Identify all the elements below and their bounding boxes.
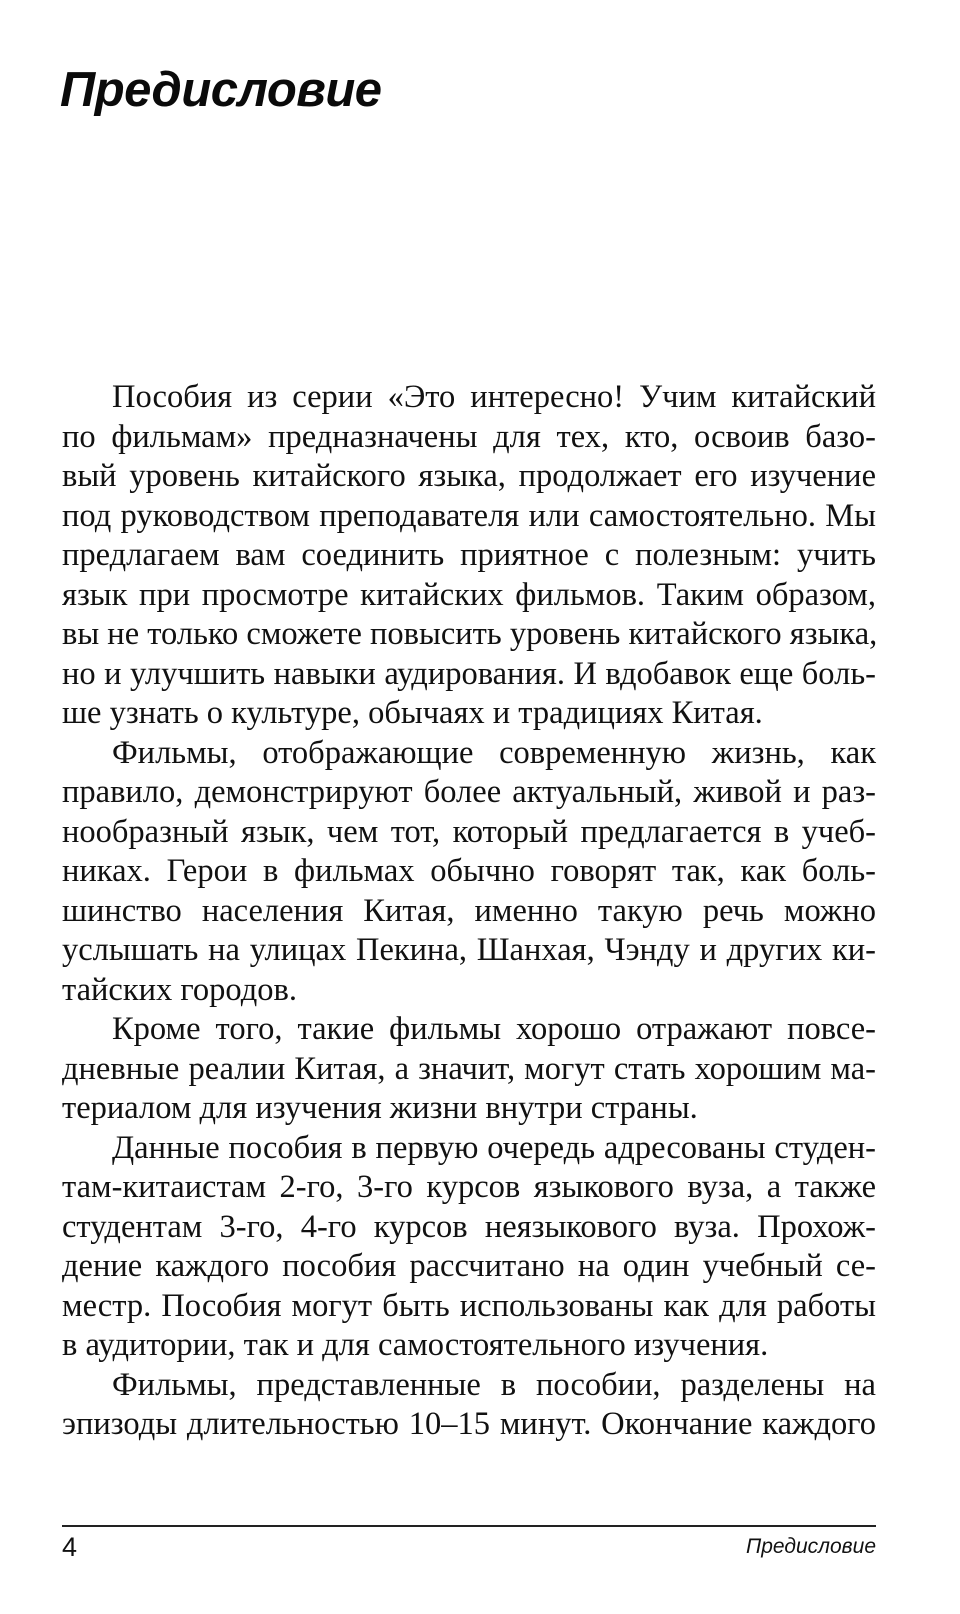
page-number: 4 (62, 1532, 78, 1562)
text-line: Фильмы, представленные в пособии, разделены на (112, 1366, 876, 1403)
text-line: дение каждого пособия рассчитано на один учебный се- (62, 1248, 876, 1284)
text-line: по фильмам» предназначены для тех, кто, освоив базо- (62, 418, 876, 455)
text-line: но и улучшить навыки аудирования. И вдобавок еще боль- (62, 655, 876, 692)
text-line: в аудитории, так и для самостоятельного изучения. (62, 1327, 769, 1363)
body-text (62, 378, 876, 1445)
text-line: шинство населения Китая, именно такую речь можно (62, 892, 876, 929)
text-line: студентам 3-го, 4-го курсов неязыкового вуза. Прохож- (62, 1208, 876, 1245)
paragraph (62, 1366, 876, 1445)
text-line: под руководством преподавателя или самостоятельно. Мы (62, 497, 876, 534)
text-line: предлагаем вам соединить приятное с полезным: учить (62, 537, 876, 573)
paragraph (62, 1010, 876, 1129)
text-line: Данные пособия в первую очередь адресованы студен- (112, 1129, 876, 1166)
text-line: эпизоды длительностью 10–15 минут. Окончание каждого (62, 1406, 876, 1442)
text-line: никах. Герои в фильмах обычно говорят так, как боль- (62, 853, 876, 889)
text-line: Фильмы, отображающие современную жизнь, как (112, 734, 876, 771)
text-line: правило, демонстрируют более актуальный, живой и раз- (62, 774, 876, 810)
text-line: тайских городов. (62, 971, 297, 1008)
text-line: ше узнать о культуре, обычаях и традициях Китая. (62, 695, 763, 731)
chapter-title: Предисловие (60, 63, 382, 117)
text-line: дневные реалии Китая, а значит, могут стать хорошим ма- (62, 1050, 876, 1087)
text-line: териалом для изучения жизни внутри страны. (62, 1090, 698, 1126)
text-line: Кроме того, такие фильмы хорошо отражают повсе- (112, 1011, 876, 1047)
running-head: Предисловие (746, 1535, 876, 1558)
text-line: услышать на улицах Пекина, Шанхая, Чэнду и других ки- (62, 932, 876, 968)
text-line: вый уровень китайского языка, продолжает его изучение (62, 458, 876, 494)
paragraph (62, 1129, 876, 1366)
paragraph (62, 378, 876, 734)
text-line: там-китаистам 2-го, 3-го курсов языкового вуза, а также (62, 1169, 876, 1205)
paragraph (62, 734, 876, 1011)
text-line: нообразный язык, чем тот, который предлагается в учеб- (62, 813, 876, 850)
text-line: язык при просмотре китайских фильмов. Таким образом, (62, 576, 876, 613)
text-line: вы не только сможете повысить уровень китайского языка, (62, 616, 878, 652)
text-line: Пособия из серии «Это интересно! Учим китайский (112, 379, 876, 415)
text-line: местр. Пособия могут быть использованы как для работы (62, 1287, 876, 1324)
footer-divider (62, 1525, 876, 1527)
